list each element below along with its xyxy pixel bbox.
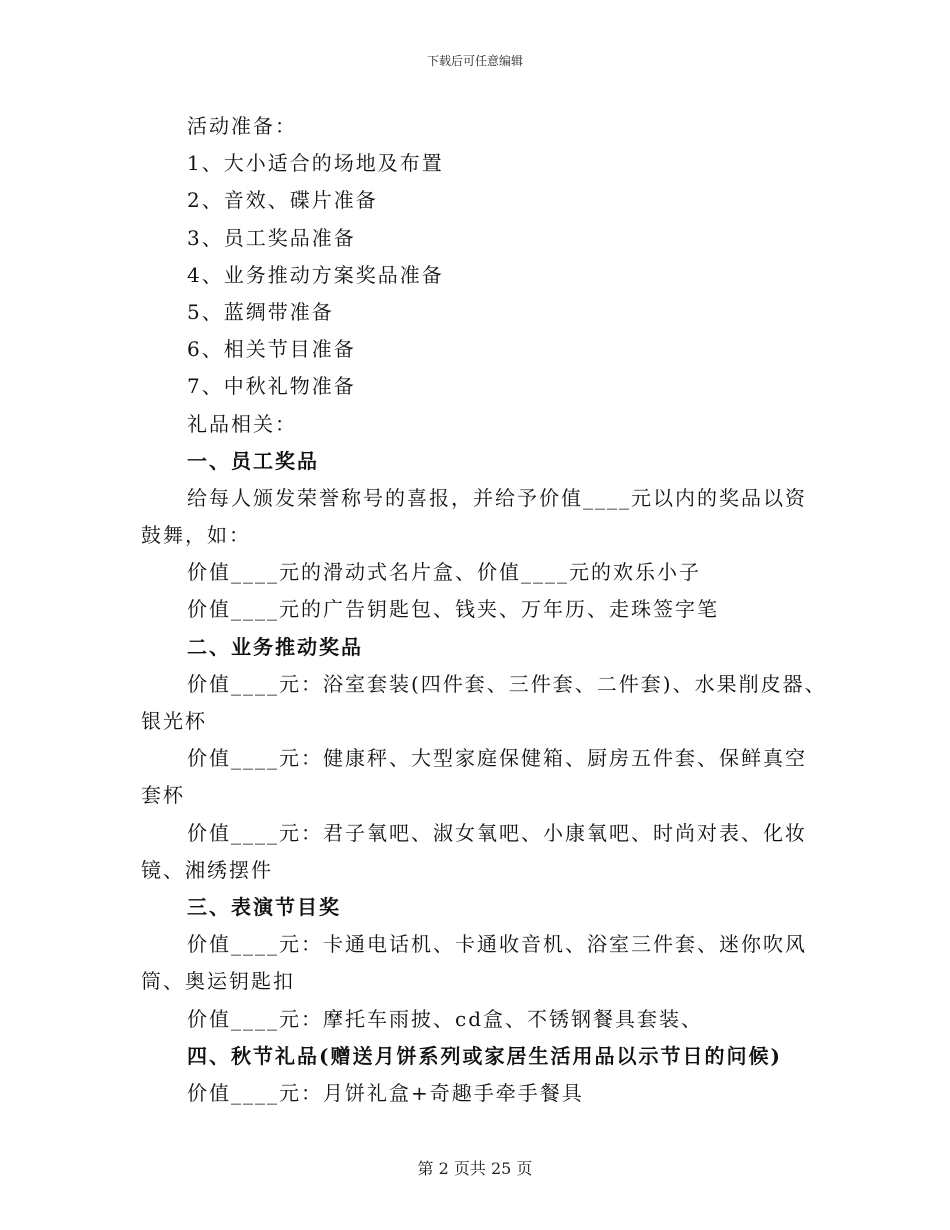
text-line: 7、中秋礼物准备 bbox=[187, 374, 356, 399]
text-line: 鼓舞，如： bbox=[141, 523, 251, 548]
text-line: 镜、湘绣摆件 bbox=[141, 857, 273, 882]
section-heading: 一、员工奖品 bbox=[187, 448, 319, 473]
text-line: 1、大小适合的场地及布置 bbox=[187, 151, 444, 176]
section-heading: 四、秋节礼品(赠送月饼系列或家居生活用品以示节日的问候) bbox=[187, 1043, 782, 1068]
text-line: 给每人颁发荣誉称号的喜报，并给予价值____元以内的奖品以资 bbox=[187, 485, 807, 510]
text-line: 银光杯 bbox=[141, 709, 207, 733]
text-line: 活动准备： bbox=[187, 114, 297, 138]
page-header: 下载后可任意编辑 bbox=[426, 54, 523, 68]
text-line: 5、蓝绸带准备 bbox=[187, 299, 334, 324]
text-line: 价值____元：摩托车雨披、cd盒、不锈钢餐具套装、 bbox=[187, 1006, 704, 1031]
text-line: 6、相关节目准备 bbox=[187, 337, 356, 362]
text-line: 价值____元：卡通电话机、卡通收音机、浴室三件套、迷你吹风 bbox=[187, 932, 807, 957]
text-line: 价值____元的滑动式名片盒、价值____元的欢乐小子 bbox=[187, 560, 701, 585]
page-footer: 第 2 页共 25 页 bbox=[417, 1159, 533, 1178]
text-line: 筒、奥运钥匙扣 bbox=[141, 969, 295, 994]
text-line: 价值____元的广告钥匙包、钱夹、万年历、走珠签字笔 bbox=[187, 597, 719, 622]
text-line: 3、员工奖品准备 bbox=[187, 225, 356, 250]
text-line: 4、业务推动方案奖品准备 bbox=[187, 262, 444, 287]
section-heading: 二、业务推动奖品 bbox=[187, 634, 363, 659]
text-line: 价值____元：浴室套装(四件套、三件套、二件套)、水果削皮器、 bbox=[187, 671, 827, 696]
text-line: 套杯 bbox=[141, 783, 185, 808]
text-line: 价值____元：君子氧吧、淑女氧吧、小康氧吧、时尚对表、化妆 bbox=[187, 820, 807, 845]
text-line: 礼品相关： bbox=[187, 411, 297, 436]
text-line: 2、音效、碟片准备 bbox=[187, 188, 378, 213]
text-line: 价值____元：月饼礼盒+奇趣手牵手餐具 bbox=[187, 1080, 584, 1105]
document-body bbox=[141, 108, 827, 1112]
text-line: 价值____元：健康秤、大型家庭保健箱、厨房五件套、保鲜真空 bbox=[187, 746, 807, 771]
section-heading: 三、表演节目奖 bbox=[187, 894, 341, 919]
